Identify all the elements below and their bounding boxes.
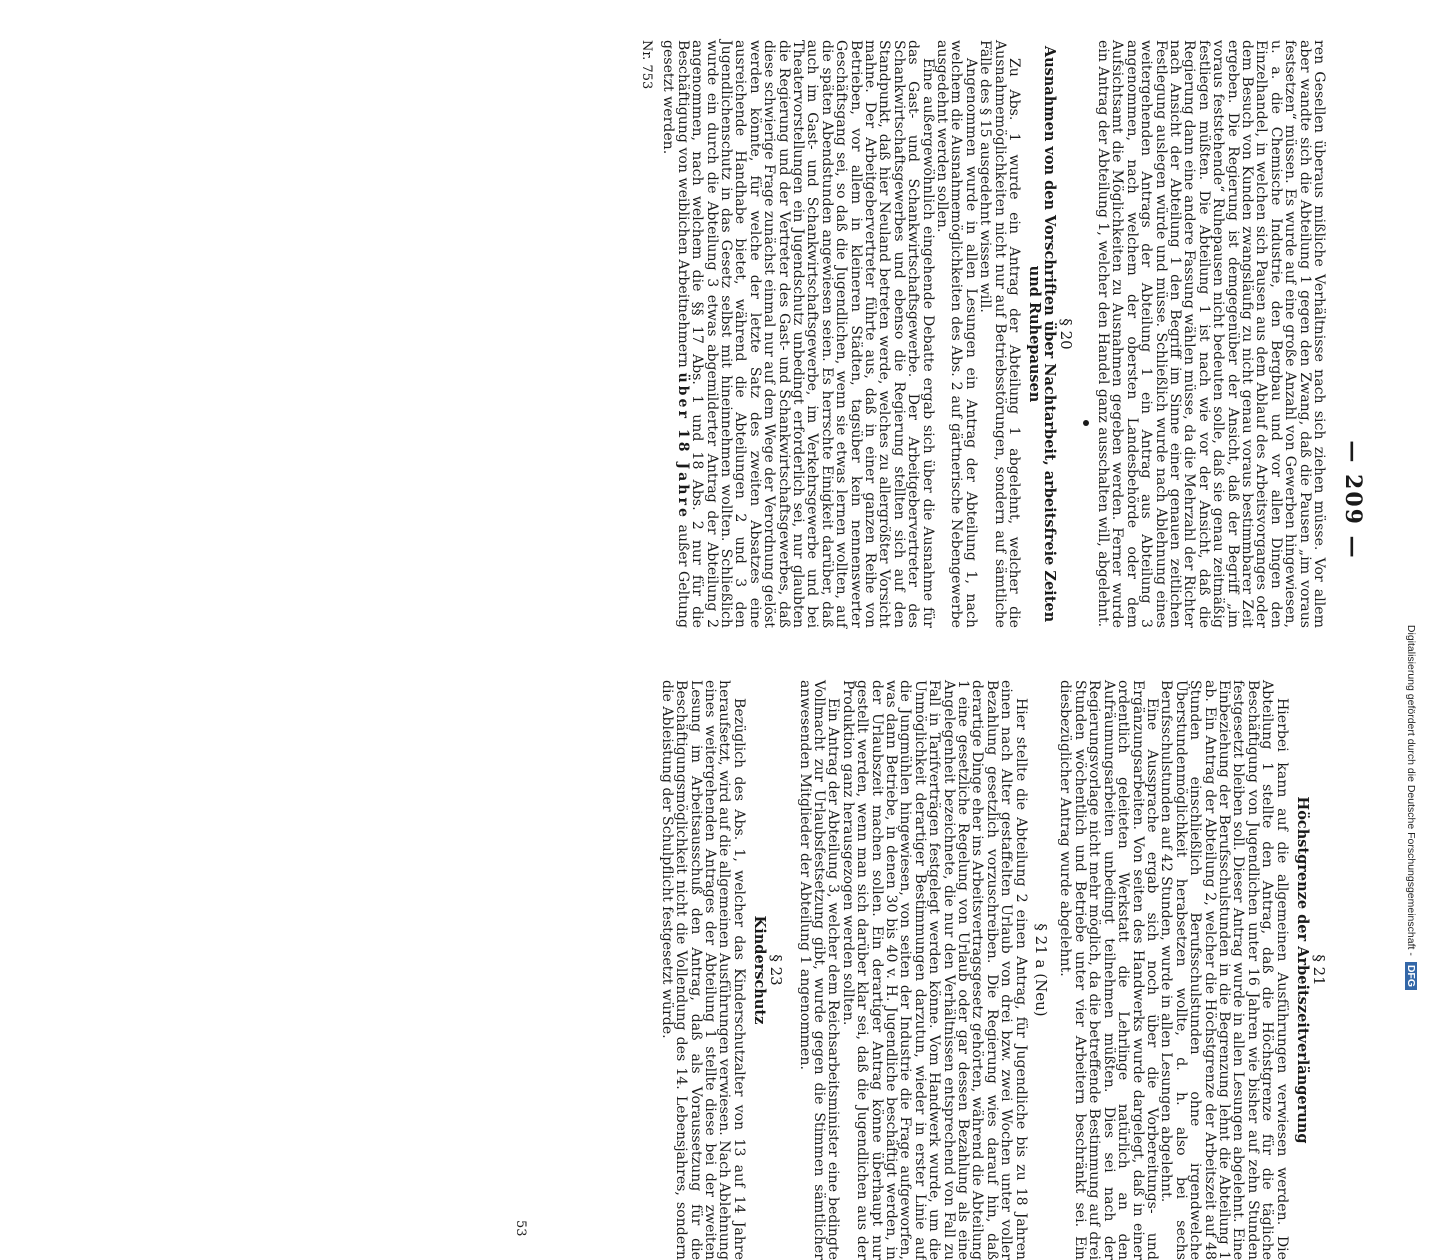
document-page (106, 40, 1366, 1260)
right-column (536, 680, 1326, 1260)
section-heading-21a: § 21 a (Neu) (1032, 923, 1051, 1017)
paragraph: Bezüglich des Abs. 1, welcher das Kinderschutzalter von 13 auf 14 Jahre heraufsetzt, wird auf die allgemeinen Ausführungen verwiesen. Nach Ablehnung eines weitergehenden Antrages der Abteilung 1 stellte diese bei der zweiten Lesung im Arbeitsausschuß den Antrag, daß als Voraussetzung für die Beschäftigungsmöglichkeit nicht die Vollendung des 14. Lebensjahres, sondern die Ableistung der Schulpflicht festgesetzt würde. (658, 680, 747, 1260)
section-heading-23: § 23 (767, 954, 786, 986)
page-number: — 209 — (1340, 440, 1366, 560)
paragraph: ren Gesellen überaus mißliche Verhältnisse nach sich ziehen müsse. Vor allem aber wandte sich die Abteilung 1 gegen den Zwang, daß die Pausen „im voraus festsetzen“ müssen. Es wurde auf eine große Anzahl von Gewerben hingewiesen, u. a. die Chemische Industrie, den Bergbau und vor allen Dingen den Einzelhandel, in welchen sich Pausen aus dem Ablauf des Arbeitsvorganges oder dem Besuch von Kunden zwangsläufig zu nicht genau voraus bestimmbarer Zeit ergeben. Die Regierung ist demgegenüber der Ansicht, daß der Begriff „im voraus feststehende“ Ruhepausen nicht bedeuten solle, daß sie genau zeitmäßig festliegen müßten. Die Abteilung 1 ist nach wie vor der Ansicht, daß die Regierung dann eine andere Fassung wählen müsse, da die Mehrzahl der Richter nach Ansicht der Abteilung 1 den Begriff im Sinne einer genauen zeitlichen Festlegung auslegen würde und müsse. Schließlich wurde nach Ablehnung eines weitergehenden Antrags der Abteilung 1 ein Antrag aus Abteilung 3 angenommen, nach welchem der obersten Landesbehörde oder dem Aufsichtsamt die Möglichkeiten zu Ausnahmen gegeben werden. Ferner wurde ein Antrag der Abteilung 1, welcher den Handel ganz ausschalten will, abgelehnt. (1094, 40, 1327, 628)
section-heading-20: § 20 (1057, 318, 1076, 350)
paragraph: Zu Abs. 1 wurde ein Antrag der Abteilung 1 abgelehnt, welcher die Ausnahmemöglichkeiten nicht nur auf Betriebsstörungen, sondern auf sämtliche Fälle des § 15 ausgedehnt wissen will. (977, 40, 1023, 628)
dot-mark (1084, 420, 1090, 426)
section-title-23: Kinderschutz (750, 915, 768, 1025)
bottom-page-number: 53 (513, 1220, 528, 1237)
issue-number: Nr. 753 (638, 40, 654, 90)
paragraph-text: außer Geltung gesetzt werden. (660, 40, 691, 628)
paragraph (661, 40, 935, 628)
section-heading-21: § 21 (1310, 954, 1328, 986)
paragraph: Ein Antrag der Abteilung 3, welcher dem Reichsarbeitsminister eine bedingte Vollmacht zur Urlaubsfestsetzung gibt, wurde gegen die Stimmen sämtlicher anwesenden Mitglieder der Abteilung 1 angenommen. (796, 680, 842, 1260)
emphasized-text: über 18 Jahre (674, 372, 691, 520)
paragraph: Hier stellte die Abteilung 2 einen Antrag, für Jugendliche bis zu 18 Jahren einen nach Alter gestaffelten Urlaub von drei bzw. zwei Wochen unter voller Bezahlung gesetzlich vorzuschreiben. Die Regierung wies darauf hin, daß derartige Dinge eher ins Arbeitsvertragsgesetz gehörten, während die Abteilung 1 eine gesetzliche Regelung von Urlaub oder gar dessen Bezahlung als eine Angelegenheit bezeichnete, die nur den Verhältnissen entsprechend von Fall zu Fall in Tarifverträgen festgelegt werden könne. Vom Handwerk wurde, um die Unmöglichkeit derartiger Bestimmungen darzutun, wieder in erster Linie auf die Jungmühlen hingewiesen, von seiten der Industrie die Frage aufgeworfen, was dann Betriebe, in denen 30 bis 40 v. H. Jugendliche beschäftigt werden, in der Urlaubszeit machen sollen. Ein derartiger Antrag könne überhaupt nur gestellt werden, wenn man sich darüber klar sei, daß die Jugendlichen aus der Produktion ganz herausgezogen werden sollten. (839, 680, 1029, 1260)
paragraph: Angenommen wurde in allen Lesungen ein Antrag der Abteilung 1, nach welchem die Ausnahmemöglichkeiten des Abs. 2 auf gärtnerische Nebengewerbe ausgedehnt werden sollen. (934, 40, 979, 628)
paragraph: Hierbei kann auf die allgemeinen Ausführungen verwiesen werden. Die Abteilung 1 stellte den Antrag, daß die Höchstgrenze für die tägliche Beschäftigung von Jugendlichen unter 16 Jahren wie bisher auf zehn Stunden festgesetzt bleiben soll. Dieser Antrag wurde in allen Lesungen abgelehnt. Eine Einbeziehung der Berufsschulstunden in die Begrenzung lehnt die Abteilung 1 ab. Ein Antrag der Abteilung 2, welcher die Höchstgrenze der Arbeitszeit auf 48 Stunden einschließlich Berufsschulstunden ohne irgendwelche Überstundenmöglichkeit herabsetzen wollte, d. h. also bei sechs Berufsschulstunden auf 42 Stunden, wurde in allen Lesungen abgelehnt. (1158, 680, 1290, 1260)
section-title-20: Ausnahmen von den Vorschriften über Nachtarbeit, arbeitsfreie Zeiten und Ruhepausen (1026, 45, 1059, 623)
digitization-credit (1404, 10, 1418, 990)
dfg-logo: DFG (1405, 962, 1417, 990)
credit-text: Digitalisierung gefördert durch die Deutsche Forschungsgemeinschaft - (1405, 624, 1417, 956)
paragraph: Eine Aussprache ergab sich noch über die Vorbereitungs- und Ergänzungsarbeiten. Von seiten des Handwerks wurde dargelegt, daß in einer ordentlich geleiteten Werkstatt die Lehrlinge natürlich an den Aufräumungsarbeiten unbedingt teilnehmen müßten. Dies sei nach der Regierungsvorlage nicht mehr möglich, da die betreffende Bestimmung auf drei Stunden wöchentlich und Betriebe unter vier Arbeitern beschränkt sei. Ein diesbezüglicher Antrag wurde abgelehnt. (1057, 680, 1160, 1260)
left-column (536, 40, 1326, 628)
section-title-21: Höchstgrenze der Arbeitszeitverlängerung (1293, 796, 1311, 1144)
paragraph-text: Eine außergewöhnlich eingehende Debatte ergab sich über die Ausnahme für das Gast- und Schankwirtschaftsgewerbe. Der Arbeitgebervertreter des Schankwirtschaftsgewerbes und ebenso die Regierung stellten sich auf den Standpunkt, daß hier Neuland betreten werde, welches zu allergrößter Vorsicht mahne. Der Arbeitgebervertreter führte aus, daß in einer ganzen Reihe von Betrieben, vor allem in kleineren Städten, tagsüber kein nennenswerter Geschäftsgang sei, so daß die Jugendlichen, wenn sie etwas lernen wollten, auf die späten Abendstunden angewiesen seien. Es herrschte Einigkeit darüber, daß auch im Gast- und Schankwirtschaftsgewerbe, im Verkehrsgewerbe und bei Theatervorstellungen ein Jugendschutz unbedingt erforderlich sei, nur glaubten die Regierung und der Vertreter des Gast- und Schankwirtschaftsgewerbes, daß diese schwierige Frage zunächst einmal nur auf dem Wege der Verordnung gelöst werden könnte, für welche der letzte Satz des zweiten Absatzes eine ausreichende Handhabe bietet, während die Abteilungen 2 und 3 den Jugendlichenschutz in das Gesetz selbst mit hineinnehmen wollten. Schließlich wurde ein durch die Abteilung 3 etwas abgemilderter Antrag der Abteilung 2 angenommen, nach welchem die §§ 17 Abs. 1 und 18 Abs. 2 nur für die Beschäftigung von weiblichen Arbeitnehmern (674, 40, 936, 628)
